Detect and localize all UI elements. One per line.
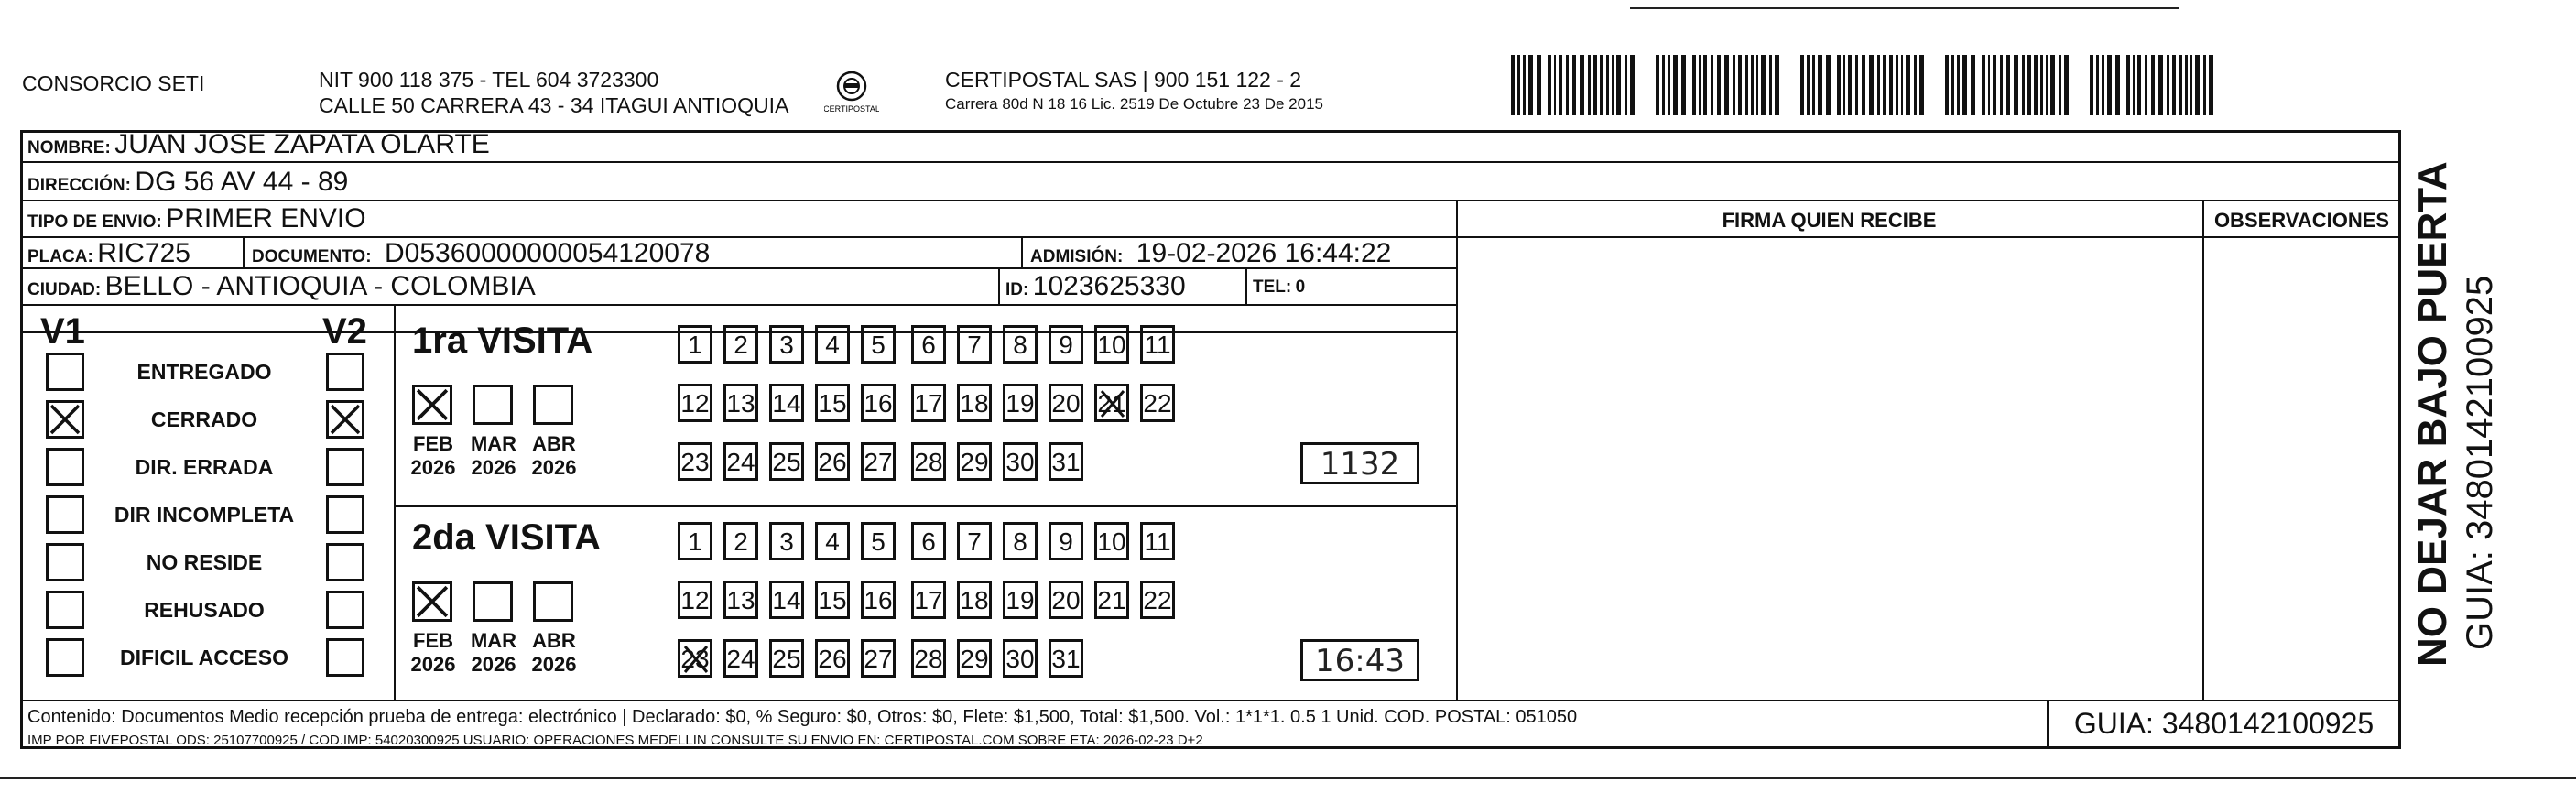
day-box[interactable]: 25 <box>769 639 804 678</box>
month-name: FEB <box>413 629 453 652</box>
day-box[interactable]: 26 <box>815 442 850 481</box>
day-box[interactable]: 2 <box>723 325 758 364</box>
month-year: 2026 <box>471 456 516 480</box>
month-name: MAR <box>470 629 517 652</box>
v2-checkbox[interactable] <box>326 400 364 439</box>
visit-title: 2da VISITA <box>412 517 601 558</box>
observaciones-header: OBSERVACIONES <box>2213 209 2390 232</box>
day-box[interactable]: 9 <box>1049 522 1083 560</box>
direccion-row <box>27 168 348 196</box>
nit-line: NIT 900 118 375 - TEL 604 3723300 <box>319 68 659 92</box>
day-box[interactable]: 17 <box>911 581 946 619</box>
day-box[interactable]: 11 <box>1140 325 1175 364</box>
license-line: Carrera 80d N 18 16 Lic. 2519 De Octubre 23 De 2015 <box>945 95 1323 113</box>
day-box[interactable]: 8 <box>1003 522 1038 560</box>
nombre-row <box>27 131 490 158</box>
day-box[interactable]: 31 <box>1049 442 1083 481</box>
day-box[interactable]: 18 <box>957 384 992 422</box>
documento-value: D05360000000054120078 <box>385 238 711 268</box>
day-box[interactable]: 24 <box>723 442 758 481</box>
placa-label: PLACA: <box>27 247 93 266</box>
day-box[interactable]: 31 <box>1049 639 1083 678</box>
day-box[interactable]: 5 <box>861 522 896 560</box>
nombre-value: JUAN JOSE ZAPATA OLARTE <box>114 129 490 159</box>
day-number: 23 <box>680 645 710 673</box>
status-label: DIR INCOMPLETA <box>114 503 295 527</box>
month-year: 2026 <box>410 653 456 677</box>
rule <box>20 304 1458 306</box>
month-checkbox[interactable] <box>412 385 452 425</box>
documento-row <box>252 240 710 267</box>
v1-header: V1 <box>40 311 85 352</box>
month-year: 2026 <box>410 456 456 480</box>
day-box[interactable]: 16 <box>861 581 896 619</box>
barcode <box>1493 55 2225 115</box>
day-box[interactable] <box>1094 384 1129 422</box>
v2-checkbox[interactable] <box>326 495 364 534</box>
v1-checkbox[interactable] <box>46 448 84 486</box>
v2-checkbox[interactable] <box>326 638 364 677</box>
month-year: 2026 <box>531 653 577 677</box>
month-name: FEB <box>413 432 453 455</box>
day-box[interactable]: 21 <box>1094 581 1129 619</box>
tipo-label: TIPO DE ENVIO: <box>27 212 162 232</box>
status-label: CERRADO <box>150 407 258 431</box>
address-line: CALLE 50 CARRERA 43 - 34 ITAGUI ANTIOQUIA <box>319 93 789 117</box>
rule <box>20 161 2401 163</box>
day-box[interactable]: 18 <box>957 581 992 619</box>
day-box[interactable]: 29 <box>957 639 992 678</box>
day-box[interactable]: 7 <box>957 325 992 364</box>
day-box[interactable]: 1 <box>678 522 712 560</box>
month-label <box>522 432 586 481</box>
month-checkbox[interactable] <box>412 581 452 622</box>
v1-checkbox[interactable] <box>46 591 84 629</box>
month-checkbox[interactable] <box>473 385 513 425</box>
svg-text:CERTIPOSTAL: CERTIPOSTAL <box>824 104 879 114</box>
rule <box>394 505 1456 507</box>
month-label <box>462 432 526 481</box>
month-label <box>401 432 465 481</box>
day-box[interactable]: 28 <box>911 639 946 678</box>
documento-label: DOCUMENTO: <box>252 247 372 266</box>
rule <box>998 267 1000 304</box>
day-number: 21 <box>1097 389 1126 418</box>
rule <box>20 200 2401 201</box>
day-box[interactable]: 7 <box>957 522 992 560</box>
ciudad-label: CIUDAD: <box>27 280 102 299</box>
imp-text: IMP POR FIVEPOSTAL ODS: 25107700925 / COD.IMP: 54020300925 USUARIO: OPERACIONES MEDELLIN CONSULTE SU ENVIO EN: CERTIPOSTAL.COM SOBRE ETA: 2026-02-23 D+2 <box>27 733 1203 748</box>
id-value: 1023625330 <box>1032 271 1186 301</box>
day-box[interactable]: 22 <box>1140 384 1175 422</box>
status-label: NO RESIDE <box>146 550 263 574</box>
certipostal-logo <box>824 68 879 119</box>
v1-checkbox[interactable] <box>46 543 84 581</box>
tel-row <box>1253 278 1305 296</box>
nombre-label: NOMBRE: <box>27 138 111 158</box>
company-name: CONSORCIO SETI <box>22 71 205 95</box>
day-box[interactable]: 15 <box>815 581 850 619</box>
rule <box>1021 236 1023 267</box>
placa-row <box>27 240 190 267</box>
day-box[interactable]: 25 <box>769 442 804 481</box>
month-name: ABR <box>532 432 576 455</box>
day-box[interactable]: 6 <box>911 522 946 560</box>
v2-checkbox[interactable] <box>326 448 364 486</box>
day-box[interactable] <box>678 639 712 678</box>
day-box[interactable]: 3 <box>769 522 804 560</box>
direccion-value: DG 56 AV 44 - 89 <box>135 167 349 197</box>
placa-value: RIC725 <box>97 238 190 268</box>
rule <box>20 700 2401 701</box>
day-box[interactable]: 14 <box>769 384 804 422</box>
tel-value: 0 <box>1295 277 1306 297</box>
tipo-value: PRIMER ENVIO <box>166 203 366 234</box>
no-dejar-warning: NO DEJAR BAJO PUERTA <box>2410 161 2455 667</box>
id-row <box>1005 273 1186 300</box>
day-box[interactable]: 1 <box>678 325 712 364</box>
rule <box>1456 200 1458 700</box>
month-year: 2026 <box>471 653 516 677</box>
day-box[interactable]: 14 <box>769 581 804 619</box>
v1-checkbox[interactable] <box>46 400 84 439</box>
day-box[interactable]: 26 <box>815 639 850 678</box>
tel-label: TEL: <box>1253 277 1292 297</box>
day-box[interactable]: 19 <box>1003 384 1038 422</box>
v1-checkbox[interactable] <box>46 638 84 677</box>
day-box[interactable]: 30 <box>1003 639 1038 678</box>
day-box[interactable]: 13 <box>723 581 758 619</box>
month-checkbox[interactable] <box>533 385 573 425</box>
v1-checkbox[interactable] <box>46 353 84 391</box>
status-label: REHUSADO <box>144 598 265 622</box>
v2-checkbox[interactable] <box>326 591 364 629</box>
day-box[interactable]: 12 <box>678 581 712 619</box>
side-guia: GUIA: 3480142100925 <box>2460 275 2500 650</box>
time-box[interactable]: 16:43 <box>1300 639 1419 681</box>
day-box[interactable]: 23 <box>678 442 712 481</box>
day-box[interactable]: 10 <box>1094 325 1129 364</box>
day-box[interactable]: 8 <box>1003 325 1038 364</box>
admision-label: ADMISIÓN: <box>1030 247 1124 266</box>
bottom-edge <box>0 777 2576 779</box>
month-checkbox[interactable] <box>473 581 513 622</box>
month-year: 2026 <box>531 456 577 480</box>
admision-row <box>1030 240 1391 267</box>
day-box[interactable]: 27 <box>861 442 896 481</box>
month-name: MAR <box>470 432 517 455</box>
status-label: ENTREGADO <box>136 360 272 384</box>
day-box[interactable]: 12 <box>678 384 712 422</box>
id-label: ID: <box>1005 280 1029 299</box>
top-rule <box>1630 7 2179 9</box>
visit-title: 1ra VISITA <box>412 320 593 361</box>
direccion-label: DIRECCIÓN: <box>27 176 131 195</box>
v1-checkbox[interactable] <box>46 495 84 534</box>
day-box[interactable]: 3 <box>769 325 804 364</box>
rule <box>243 236 245 267</box>
day-box[interactable]: 4 <box>815 325 850 364</box>
day-box[interactable]: 30 <box>1003 442 1038 481</box>
status-label: DIR. ERRADA <box>135 455 274 479</box>
day-box[interactable]: 10 <box>1094 522 1129 560</box>
v2-header: V2 <box>322 311 367 352</box>
day-box[interactable]: 2 <box>723 522 758 560</box>
footer-guia: GUIA: 3480142100925 <box>2073 707 2375 740</box>
day-box[interactable]: 28 <box>911 442 946 481</box>
day-box[interactable]: 4 <box>815 522 850 560</box>
month-label <box>401 629 465 678</box>
tipo-row <box>27 205 366 233</box>
rule <box>394 304 396 700</box>
rule <box>1245 267 1247 304</box>
month-label <box>462 629 526 678</box>
day-box[interactable]: 6 <box>911 325 946 364</box>
day-box[interactable]: 15 <box>815 384 850 422</box>
firma-header: FIRMA QUIEN RECIBE <box>1722 209 1937 232</box>
day-box[interactable]: 13 <box>723 384 758 422</box>
day-box[interactable]: 22 <box>1140 581 1175 619</box>
contenido-text: Contenido: Documentos Medio recepción prueba de entrega: electrónico | Declarado: $0, % Seguro: $0, Otros: $0, Flete: $1,500, Total: $1,500. Vol.: 1*1*1. 0.5 1 Unid. COD. POSTAL: 051050 <box>27 707 1578 727</box>
v2-checkbox[interactable] <box>326 543 364 581</box>
month-checkbox[interactable] <box>533 581 573 622</box>
rule <box>2202 200 2204 700</box>
day-box[interactable]: 17 <box>911 384 946 422</box>
month-name: ABR <box>532 629 576 652</box>
day-box[interactable]: 19 <box>1003 581 1038 619</box>
time-box[interactable]: 1132 <box>1300 442 1419 484</box>
ciudad-value: BELLO - ANTIOQUIA - COLOMBIA <box>104 271 536 301</box>
day-box[interactable]: 20 <box>1049 384 1083 422</box>
day-box[interactable]: 11 <box>1140 522 1175 560</box>
day-box[interactable]: 29 <box>957 442 992 481</box>
ciudad-row <box>27 273 536 300</box>
v2-checkbox[interactable] <box>326 353 364 391</box>
day-box[interactable]: 16 <box>861 384 896 422</box>
status-label: DIFICIL ACCESO <box>119 646 288 669</box>
month-label <box>522 629 586 678</box>
day-box[interactable]: 9 <box>1049 325 1083 364</box>
day-box[interactable]: 27 <box>861 639 896 678</box>
day-box[interactable]: 24 <box>723 639 758 678</box>
day-box[interactable]: 5 <box>861 325 896 364</box>
courier-line: CERTIPOSTAL SAS | 900 151 122 - 2 <box>945 68 1302 92</box>
admision-value: 19-02-2026 16:44:22 <box>1136 238 1392 268</box>
day-box[interactable]: 20 <box>1049 581 1083 619</box>
